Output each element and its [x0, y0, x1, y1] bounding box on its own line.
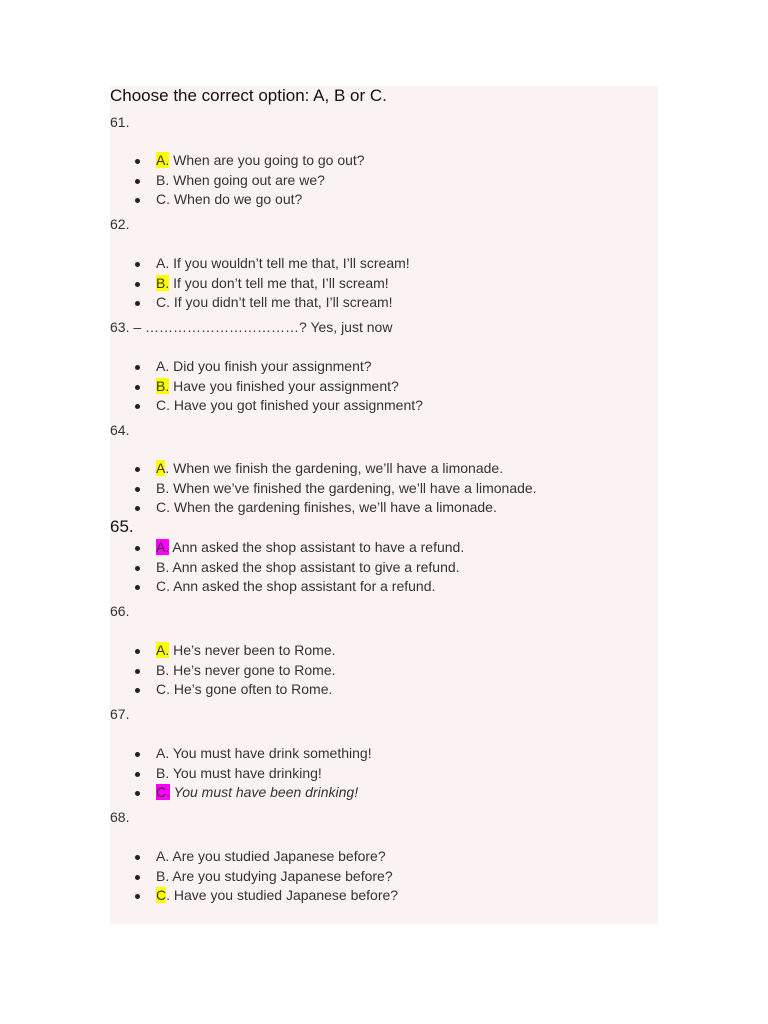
bullet-icon: [135, 198, 140, 203]
option-item: [110, 357, 658, 377]
options-list: [110, 459, 658, 518]
option-text: Have you finished your assignment?: [169, 377, 399, 394]
option-text: When going out are we?: [169, 171, 325, 188]
option-text: If you wouldn’t tell me that, I’ll scream!: [169, 255, 410, 271]
option-text: He’s never been to Rome.: [169, 642, 336, 658]
bullet-icon: [135, 855, 140, 860]
bullet-icon: [135, 546, 140, 551]
option-letter: A.: [156, 848, 170, 864]
bullet-icon: [135, 669, 140, 674]
question-number: 67.: [110, 706, 130, 722]
options-list: [110, 744, 658, 803]
bullet-icon: [135, 301, 140, 306]
option-item: [110, 661, 658, 681]
option-text: When the gardening finishes, we’ll have a limonade.: [170, 499, 497, 516]
bullet-icon: [135, 487, 140, 492]
option-text: Ann asked the shop assistant to have a refund.: [169, 539, 465, 555]
option-item: [110, 558, 658, 578]
options-list: [110, 151, 658, 210]
option-letter: B.: [156, 764, 170, 781]
option-text: He’s gone often to Rome.: [170, 681, 333, 698]
option-letter: A.: [156, 642, 170, 658]
option-letter: B.: [156, 377, 170, 394]
question-number: 68.: [110, 809, 130, 825]
option-letter: B.: [156, 274, 170, 291]
option-letter: B.: [156, 171, 170, 188]
option-item: [110, 538, 658, 558]
option-letter: A.: [156, 358, 170, 374]
bullet-icon: [135, 791, 140, 796]
option-item: [110, 274, 658, 294]
option-text: When we’ve finished the gardening, we’ll have a limonade.: [169, 479, 537, 496]
option-item: [110, 377, 658, 397]
option-letter: C.: [156, 294, 170, 311]
option-text: You must have drink something!: [169, 745, 372, 761]
bullet-icon: [135, 506, 140, 511]
option-item: [110, 680, 658, 700]
option-letter: C.: [156, 499, 170, 516]
bullet-icon: [135, 467, 140, 472]
bullet-icon: [135, 752, 140, 757]
option-item: [110, 459, 658, 479]
option-text: He’s never gone to Rome.: [169, 661, 336, 678]
option-letter: A.: [156, 539, 170, 555]
option-text: When do we go out?: [170, 191, 303, 208]
bullet-icon: [135, 649, 140, 654]
option-item: [110, 886, 658, 906]
options-list: [110, 254, 658, 313]
option-item: [110, 498, 658, 518]
option-text: You must have been drinking!: [170, 784, 359, 801]
option-text: Are you studied Japanese before?: [169, 848, 386, 864]
option-letter: B.: [156, 661, 170, 678]
option-letter: C: [156, 887, 167, 904]
option-item: [110, 783, 658, 803]
bullet-icon: [135, 875, 140, 880]
option-item: [110, 764, 658, 784]
bullet-icon: [135, 585, 140, 590]
bullet-icon: [135, 688, 140, 693]
option-item: [110, 479, 658, 499]
page-title: Choose the correct option: A, B or C.: [110, 86, 387, 105]
question-number: 65.: [110, 517, 134, 536]
option-letter: A.: [156, 745, 170, 761]
bullet-icon: [135, 894, 140, 899]
option-item: [110, 396, 658, 416]
option-text: . When we finish the gardening, we’ll have a limonade.: [165, 460, 504, 476]
question-number: 64.: [110, 422, 130, 438]
bullet-icon: [135, 262, 140, 267]
option-item: [110, 151, 658, 171]
option-letter: C.: [156, 397, 170, 414]
question-number: 66.: [110, 603, 130, 619]
option-letter: A: [156, 460, 166, 476]
option-letter: A.: [156, 152, 170, 168]
option-item: [110, 867, 658, 887]
option-letter: B.: [156, 867, 170, 884]
option-letter: B.: [156, 479, 170, 496]
option-item: [110, 190, 658, 210]
bullet-icon: [135, 772, 140, 777]
bullet-icon: [135, 404, 140, 409]
option-text: Ann asked the shop assistant for a refund.: [170, 578, 436, 595]
option-item: [110, 293, 658, 313]
question-number: 61.: [110, 114, 130, 130]
question-number: 62.: [110, 216, 130, 232]
bullet-icon: [135, 566, 140, 571]
option-item: [110, 744, 658, 764]
option-item: [110, 641, 658, 661]
option-text: . Have you studied Japanese before?: [166, 887, 399, 904]
option-item: [110, 254, 658, 274]
option-text: Have you got finished your assignment?: [170, 397, 423, 414]
option-letter: C.: [156, 681, 170, 698]
option-text: Did you finish your assignment?: [169, 358, 372, 374]
options-list: [110, 357, 658, 416]
options-list: [110, 538, 658, 597]
bullet-icon: [135, 179, 140, 184]
options-list: [110, 847, 658, 906]
option-letter: C.: [156, 784, 170, 801]
bullet-icon: [135, 282, 140, 287]
option-text: If you didn’t tell me that, I’ll scream!: [170, 294, 393, 311]
option-letter: A.: [156, 255, 170, 271]
option-text: Are you studying Japanese before?: [169, 867, 393, 884]
options-list: [110, 641, 658, 700]
option-item: [110, 847, 658, 867]
option-letter: C.: [156, 191, 170, 208]
option-item: [110, 171, 658, 191]
option-letter: C.: [156, 578, 170, 595]
option-letter: B.: [156, 558, 170, 575]
option-text: Ann asked the shop assistant to give a refund.: [169, 558, 460, 575]
option-text: If you don’t tell me that, I’ll scream!: [169, 274, 389, 291]
bullet-icon: [135, 365, 140, 370]
bullet-icon: [135, 385, 140, 390]
option-text: You must have drinking!: [169, 764, 322, 781]
option-text: When are you going to go out?: [169, 152, 365, 168]
question-number: 63. – ……………………………? Yes, just now: [110, 319, 393, 335]
bullet-icon: [135, 159, 140, 164]
option-item: [110, 577, 658, 597]
